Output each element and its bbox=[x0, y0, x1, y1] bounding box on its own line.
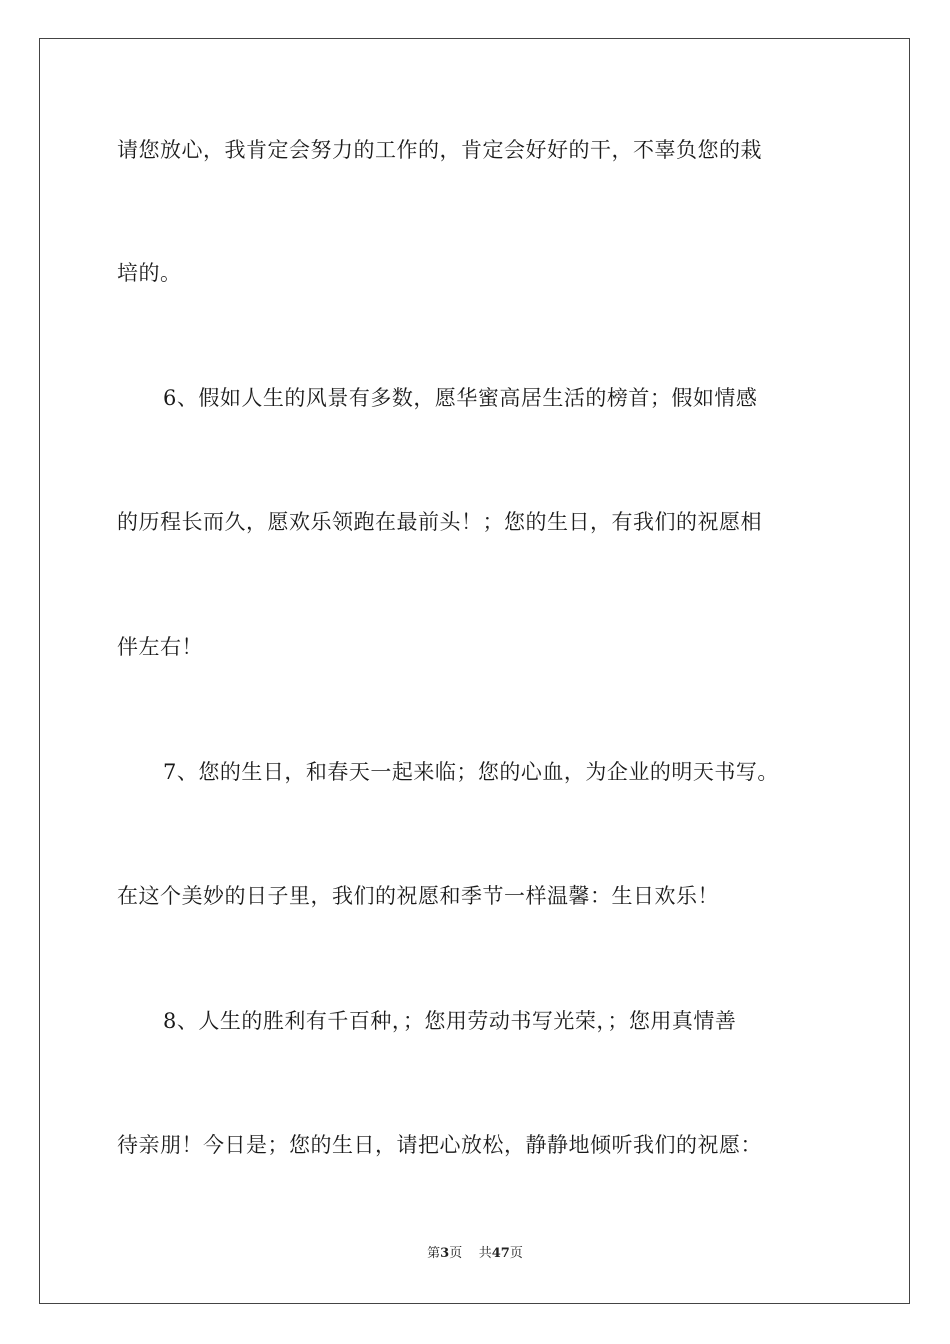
footer-total-pages: 47 bbox=[491, 1246, 510, 1261]
paragraph-8-line-1: 8、人生的胜利有千百种，；您用劳动书写光荣，；您用真情善 bbox=[163, 1009, 737, 1033]
footer-page-prefix: 第 bbox=[427, 1246, 441, 1261]
footer-total-prefix: 共 bbox=[478, 1246, 492, 1261]
footer-total-suffix: 页 bbox=[509, 1246, 523, 1261]
paragraph-8-line-2: 待亲朋！今日是；您的生日，请把心放松，静静地倾听我们的祝愿： bbox=[117, 1133, 762, 1157]
text-line-2: 培的。 bbox=[117, 261, 182, 285]
footer-page-number: 3 bbox=[440, 1246, 450, 1261]
paragraph-6-line-3: 伴左右！ bbox=[117, 635, 203, 659]
page-footer bbox=[0, 1245, 950, 1263]
paragraph-7-line-2: 在这个美妙的日子里，我们的祝愿和季节一样温馨：生日欢乐！ bbox=[117, 884, 719, 908]
text-line-1: 请您放心，我肯定会努力的工作的，肯定会好好的干，不辜负您的栽 bbox=[117, 138, 762, 162]
paragraph-6-line-2: 的历程长而久，愿欢乐领跑在最前头！；您的生日，有我们的祝愿相 bbox=[117, 510, 762, 534]
page-border bbox=[39, 38, 910, 1304]
footer-page-suffix: 页 bbox=[449, 1246, 463, 1261]
paragraph-7-line-1: 7、您的生日，和春天一起来临；您的心血，为企业的明天书写。 bbox=[163, 760, 779, 784]
paragraph-6-line-1: 6、假如人生的风景有多数，愿华蜜高居生活的榜首；假如情感 bbox=[163, 386, 758, 410]
